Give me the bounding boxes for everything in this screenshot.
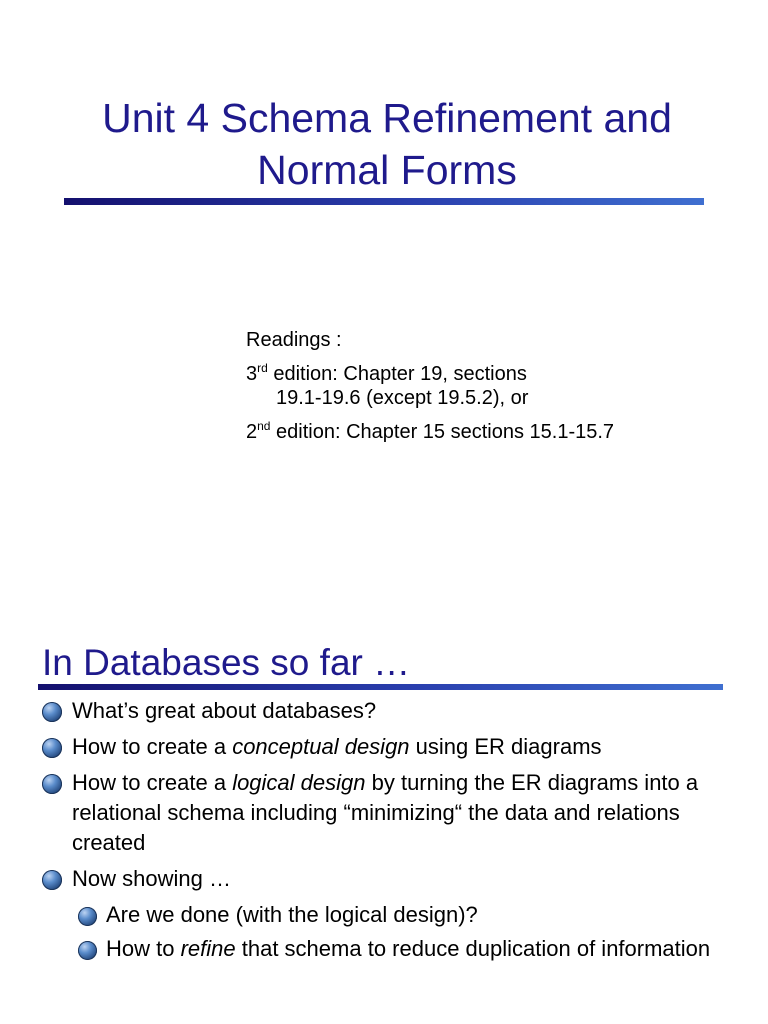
globe-bullet-icon — [42, 702, 62, 722]
readings-3rd-edition — [246, 362, 614, 386]
bullet-text — [72, 770, 698, 855]
bullet-item — [40, 732, 720, 762]
edition-number: 2 — [246, 421, 258, 443]
bullet-text — [72, 734, 602, 759]
title-line-2: Normal Forms — [257, 147, 517, 193]
bullet-list — [40, 696, 720, 968]
bullet-item — [40, 864, 720, 894]
text-run: How to — [106, 936, 181, 961]
readings-3rd-edition-sections: 19.1-19.6 (except 19.5.2), or — [276, 387, 529, 409]
text-run: How to create a — [72, 770, 233, 795]
edition-text: edition: Chapter 19, sections — [267, 363, 527, 385]
readings-2nd-edition — [246, 420, 614, 444]
text-run: using ER diagrams — [409, 734, 602, 759]
text-run: that schema to reduce duplication of information — [235, 936, 711, 961]
slide-databases-so-far — [0, 620, 768, 1024]
title-divider — [64, 198, 704, 205]
text-run: How to create a — [72, 734, 233, 759]
bullet-text: Now showing … — [72, 866, 231, 891]
text-run: by turning the ER diagrams into a relational schema including “minimizing“ the data and relations created — [72, 770, 699, 855]
readings-block — [246, 328, 614, 444]
heading-divider — [38, 684, 723, 690]
emphasis-text: conceptual design — [232, 734, 410, 759]
globe-bullet-icon — [42, 738, 62, 758]
bullet-item — [40, 768, 720, 858]
bullet-item — [40, 696, 720, 726]
edition-number: 3 — [246, 363, 258, 385]
edition-suffix: nd — [257, 419, 271, 433]
bullet-text: Are we done (with the logical design)? — [106, 902, 478, 927]
globe-bullet-icon — [78, 941, 97, 960]
slide-title-heading — [40, 92, 734, 196]
edition-text: edition: Chapter 15 sections 15.1-15.7 — [270, 421, 615, 443]
title-line-1: Unit 4 Schema Refinement and — [102, 95, 672, 141]
emphasis-text: refine — [180, 936, 236, 961]
bullet-text — [106, 936, 710, 961]
readings-heading: Readings : — [246, 329, 342, 351]
bullet-text: What’s great about databases? — [72, 698, 377, 723]
sub-bullet-item — [78, 900, 720, 930]
globe-bullet-icon — [42, 870, 62, 890]
globe-bullet-icon — [78, 907, 97, 926]
sub-bullet-item — [78, 934, 720, 964]
globe-bullet-icon — [42, 774, 62, 794]
slide-heading: In Databases so far … — [42, 642, 411, 683]
edition-suffix: rd — [257, 361, 268, 375]
emphasis-text: logical design — [232, 770, 366, 795]
